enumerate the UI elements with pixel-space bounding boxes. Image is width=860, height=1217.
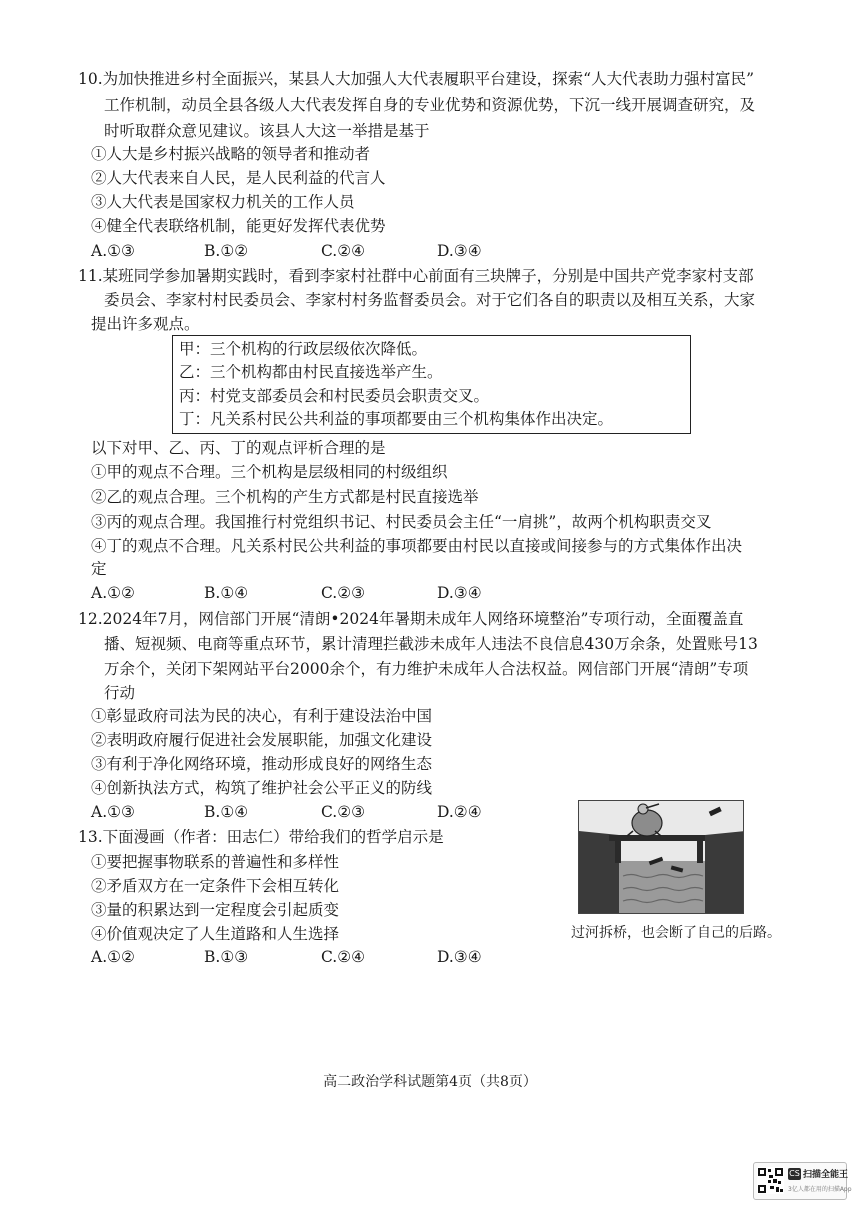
statement-item: ①甲的观点不合理。三个机构是层级相同的村级组织: [91, 463, 448, 481]
cartoon-image: [578, 800, 744, 914]
statement-item: ③丙的观点合理。我国推行村党组织书记、村民委员会主任“一肩挑”，故两个机构职责交叉: [91, 513, 712, 531]
answer-option-b: B.①②: [204, 242, 249, 260]
answer-option-b: B.①④: [204, 803, 249, 821]
question-stem-line: 13.下面漫画（作者：田志仁）带给我们的哲学启示是: [78, 828, 444, 846]
answer-option-c: C.②④: [321, 948, 366, 966]
statement-item: ③有利于净化网络环境，推动形成良好的网络生态: [91, 755, 433, 773]
scanner-app-name: 扫描全能王: [803, 1170, 849, 1180]
question-stem-line: 行动: [104, 684, 136, 702]
answer-option-b: B.①③: [204, 948, 249, 966]
viewpoint-yi: 乙：三个机构都由村民直接选举产生。: [179, 363, 443, 381]
question-stem-line: 11.某班同学参加暑期实践时，看到李家村社群中心前面有三块牌子，分别是中国共产党李家村支部: [78, 267, 754, 285]
qr-code-icon: [757, 1167, 784, 1194]
question-stem-line: 10.为加快推进乡村全面振兴，某县人大加强人大代表履职平台建设，探索“人大代表助力强村富民”: [78, 70, 755, 88]
statement-item: ③量的积累达到一定程度会引起质变: [91, 901, 340, 919]
answer-option-c: C.②③: [321, 584, 366, 602]
statement-item: ④价值观决定了人生道路和人生选择: [91, 925, 340, 943]
question-stem-line: 12.2024年7月，网信部门开展“清朗•2024年暑期未成年人网络环境整治”专项行动，全面覆盖直: [78, 610, 744, 628]
answer-option-a: A.①③: [91, 803, 135, 821]
question-stem-line: 提出许多观点。: [91, 315, 200, 333]
viewpoints-box: [172, 335, 691, 434]
answer-option-d: D.③④: [437, 948, 482, 966]
scanner-watermark: [753, 1162, 852, 1200]
answer-option-c: C.②④: [321, 242, 366, 260]
statement-item: ②人大代表来自人民，是人民利益的代言人: [91, 169, 386, 187]
question-lead: 以下对甲、乙、丙、丁的观点评析合理的是: [91, 439, 386, 457]
statement-item: ④健全代表联络机制，能更好发挥代表优势: [91, 217, 386, 235]
statement-item: ③人大代表是国家权力机关的工作人员: [91, 193, 355, 211]
answer-option-d: D.③④: [437, 584, 482, 602]
answer-option-d: D.②④: [437, 803, 482, 821]
answer-option-d: D.③④: [437, 242, 482, 260]
page-footer: 高二政治学科试题第4页（共8页）: [323, 1074, 537, 1090]
statement-item: ②乙的观点合理。三个机构的产生方式都是村民直接选举: [91, 488, 479, 506]
statement-item: ④丁的观点不合理。凡关系村民公共利益的事项都要由村民以直接或间接参与的方式集体作出决: [91, 537, 743, 555]
viewpoint-ding: 丁：凡关系村民公共利益的事项都要由三个机构集体作出决定。: [179, 410, 614, 428]
viewpoint-jia: 甲：三个机构的行政层级依次降低。: [179, 340, 428, 358]
cartoon-drawing: [579, 801, 744, 914]
question-stem-line: 工作机制，动员全县各级人大代表发挥自身的专业优势和资源优势，下沉一线开展调查研究，及: [104, 96, 756, 114]
answer-option-a: A.①②: [91, 584, 135, 602]
answer-option-a: A.①③: [91, 242, 135, 260]
scanner-tagline: 3亿人都在用的扫描App: [788, 1186, 852, 1193]
statement-item: ④创新执法方式，构筑了维护社会公平正义的防线: [91, 779, 433, 797]
viewpoint-bing: 丙：村党支部委员会和村民委员会职责交叉。: [179, 387, 490, 405]
statement-item: ②矛盾双方在一定条件下会相互转化: [91, 877, 340, 895]
statement-item: ②表明政府履行促进社会发展职能，加强文化建设: [91, 731, 433, 749]
statement-item: 定: [91, 560, 107, 578]
question-stem-line: 播、短视频、电商等重点环节，累计清理拦截涉未成年人违法不良信息430万余条，处置账号13: [104, 635, 758, 653]
answer-option-b: B.①④: [204, 584, 249, 602]
question-stem-line: 万余个，关闭下架网站平台2000余个，有力维护未成年人合法权益。网信部门开展“清朗”专项: [104, 660, 749, 678]
question-stem-line: 时听取群众意见建议。该县人大这一举措是基于: [104, 122, 430, 140]
statement-item: ①彰显政府司法为民的决心，有利于建设法治中国: [91, 707, 433, 725]
question-stem-line: 委员会、李家村村民委员会、李家村村务监督委员会。对于它们各自的职责以及相互关系，大家: [104, 291, 756, 309]
statement-item: ①要把握事物联系的普遍性和多样性: [91, 853, 340, 871]
answer-option-c: C.②③: [321, 803, 366, 821]
cartoon-caption: 过河拆桥，也会断了自己的后路。: [571, 925, 781, 941]
statement-item: ①人大是乡村振兴战略的领导者和推动者: [91, 145, 371, 163]
scanner-logo-icon: CS: [789, 1169, 800, 1178]
answer-option-a: A.①②: [91, 948, 135, 966]
